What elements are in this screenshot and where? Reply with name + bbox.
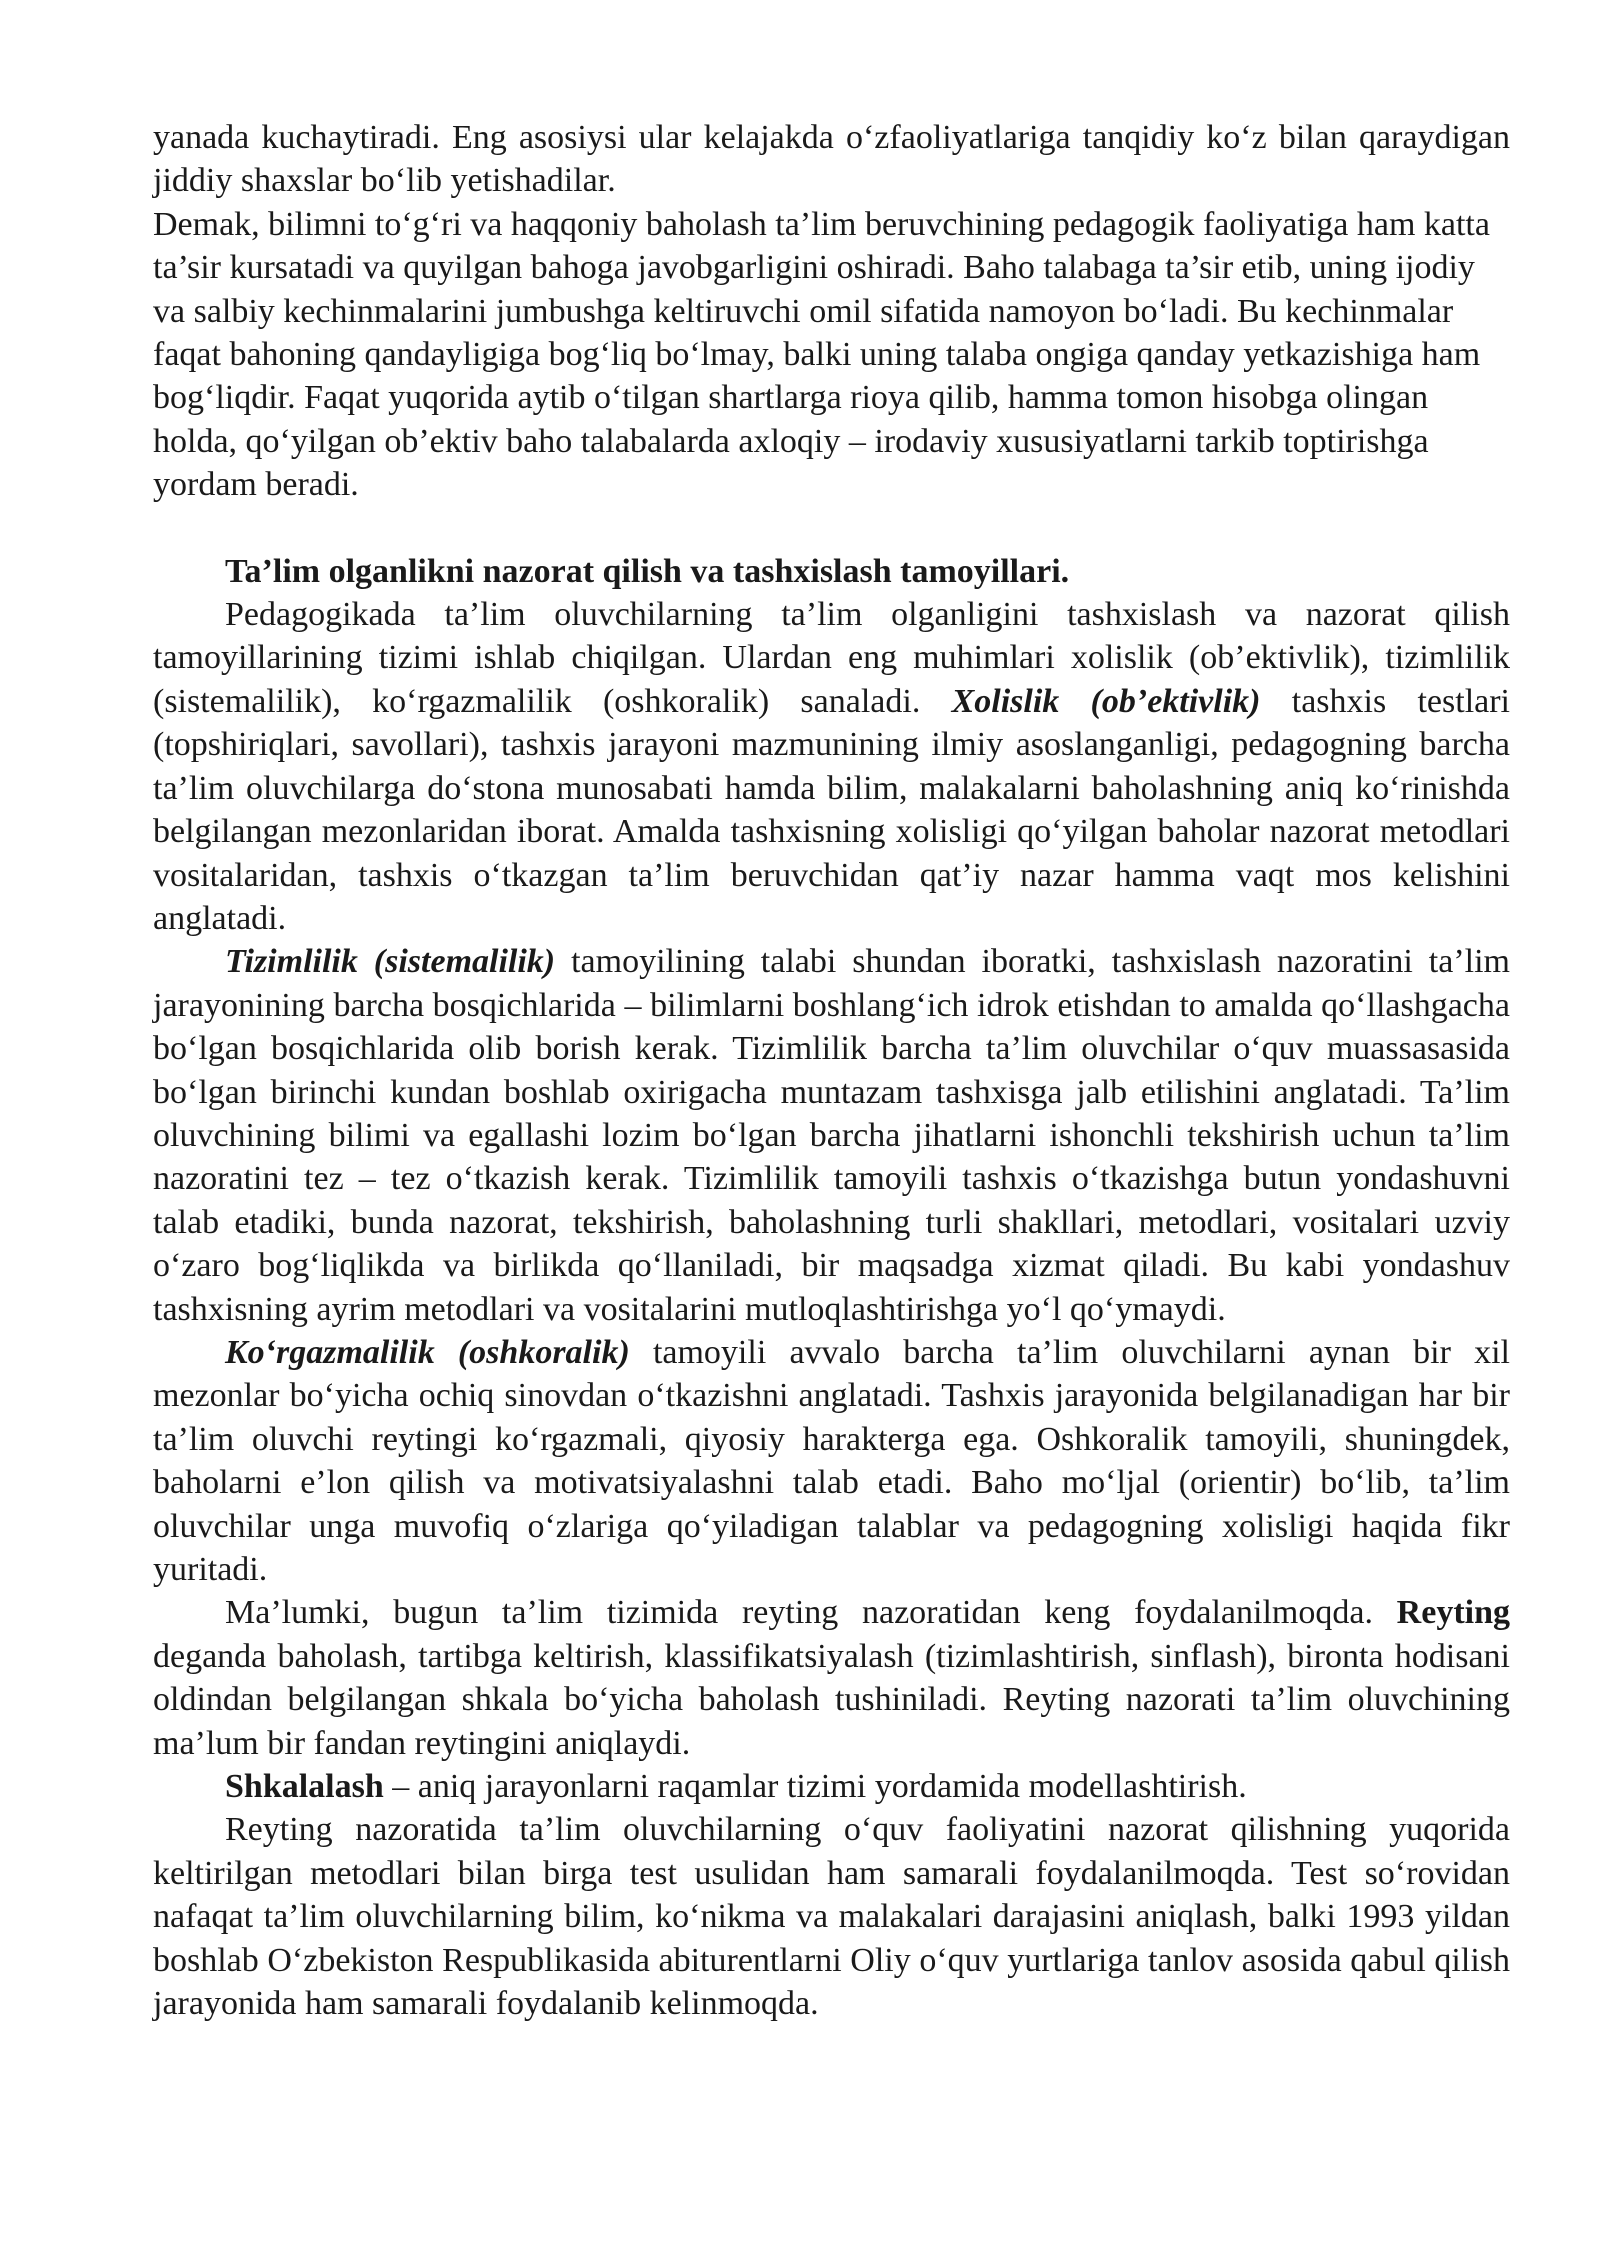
paragraph-grading-influence: Demak, bilimni to‘g‘ri va haqqoniy baholash ta’lim beruvchining pedagogik faoliyatiga ham katta ta’sir kursatadi va quyilgan bahoga javobgarligini oshiradi. Baho talabaga ta’sir etib, uning ijodiy va salbiy kechinmalarini jumbushga keltiruvchi omil sifatida namoyon bo‘ladi. Bu kechinmalar faqat bahoning qandayligiga bog‘liq bo‘lmay, balki uning talaba ongiga qanday yetkazishiga ham bog‘liqdir. Faqat yuqorida aytib o‘tilgan shartlarga rioya qilib, hamma tomon hisobga olingan holda, qo‘yilgan ob’ektiv baho talabalarda axloqiy – irodaviy xususiyatlarni tarkib toptirishga yordam beradi.	[153, 205, 1490, 504]
paragraph-text: Pedagogikada ta’lim oluvchilarning ta’lim olganligini tashxislash va nazorat qilish tamoyillarining tizimi ishlab chiqilgan. Ulardan eng muhimlari xolislik (ob’ektivlik), tizimlilik (sistemalilik), ko‘rgazmalilik (oshkoralik) sanaladi.	[153, 596, 1510, 720]
paragraph-rating	[153, 1591, 1510, 1765]
paragraph-scaling	[153, 1765, 1510, 1808]
term-scaling: Shkalalash	[225, 1768, 384, 1806]
term-objectivity: Xolislik (ob’ektivlik)	[951, 682, 1261, 720]
paragraph-text: tamoyilining talabi shundan iboratki, tashxislash nazoratini ta’lim jarayonining barcha bosqichlarida – bilimlarni boshlang‘ich idrok etishdan to amalda qo‘llashgacha bo‘lgan bosqichlarida olib borish kerak. Tizimlilik barcha ta’lim oluvchilar o‘quv muassasasida bo‘lgan birinchi kundan boshlab oxirigacha muntazam tashxisga jalb etilishini anglatadi. Ta’lim oluvchining bilimi va egallashi lozim bo‘lgan barcha jihatlarni ishonchli tekshirish uchun ta’lim nazoratini tez – tez o‘tkazish kerak. Tizimlilik tamoyili tashxis o‘tkazishga butun yondashuvni talab etadiki, bunda nazorat, tekshirish, baholashning turli shakllari, metodlari, vositalari uzviy o‘zaro bog‘liqlikda va birlikda qo‘llaniladi, bir maqsadga xizmat qiladi. Bu kabi yondashuv tashxisning ayrim metodlari va vositalarini mutloqlashtirishga yo‘l qo‘ymaydi.	[153, 943, 1510, 1328]
paragraph-text: – aniq jarayonlarni raqamlar tizimi yordamida modellashtirish.	[383, 1768, 1247, 1806]
paragraph-text: tamoyili avvalo barcha ta’lim oluvchilarni aynan bir xil mezonlar bo‘yicha ochiq sinovdan o‘tkazishni anglatadi. Tashxis jarayonida belgilanadigan har bir ta’lim oluvchi reytingi ko‘rgazmali, qiyosiy harakterga ega. Oshkoralik tamoyili, shuningdek, baholarni e’lon qilish va motivatsiyalashni talab etadi. Baho mo‘ljal (orientir) bo‘lib, ta’lim oluvchilar unga muvofiq o‘zlariga qo‘yiladigan talablar va pedagogning xolisligi haqida fikr yuritadi.	[153, 1333, 1511, 1588]
paragraph-text: tashxis testlari (topshiriqlari, savollari), tashxis jarayoni mazmunining ilmiy asoslanganligi, pedagogning barcha ta’lim oluvchilarga do‘stona munosabati hamda bilim, malakalarni baholashning aniq ko‘rinishda belgilangan mezonlaridan iborat. Amalda tashxisning xolisligi qo‘yilgan baholar nazorat metodlari vositalaridan, tashxis o‘tkazgan ta’lim beruvchidan qat’iy nazar hamma vaqt mos kelishini anglatadi.	[153, 682, 1510, 937]
paragraph-testing: Reyting nazoratida ta’lim oluvchilarning o‘quv faoliyatini nazorat qilishning yuqorida keltirilgan metodlari bilan birga test usulidan ham samarali foydalanilmoqda. Test so‘rovidan nafaqat ta’lim oluvchilarning bilim, ko‘nikma va malakalari darajasini aniqlash, balki 1993 yildan boshlab O‘zbekiston Respublikasida abiturentlarni Oliy o‘quv yurtlariga tanlov asosida qabul qilish jarayonida ham samarali foydalanib kelinmoqda.	[153, 1811, 1510, 2023]
paragraph-text: deganda baholash, tartibga keltirish, klassifikatsiyalash (tizimlashtirish, sinflash), bironta hodisani oldindan belgilangan shkala bo‘yicha baholash tushiniladi. Reyting nazorati ta’lim oluvchining ma’lum bir fandan reytingini aniqlaydi.	[153, 1637, 1510, 1762]
term-transparency: Ko‘rgazmalilik (oshkoralik)	[225, 1333, 630, 1371]
paragraph-continuation: yanada kuchaytiradi. Eng asosiysi ular kelajakda o‘zfaoliyatlariga tanqidiy ko‘z bilan qaraydigan jiddiy shaxslar bo‘lib yetishadilar.	[153, 119, 1510, 200]
section-heading: Ta’lim olganlikni nazorat qilish va tashxislash tamoyillari.	[225, 552, 1070, 590]
term-rating: Reyting	[1396, 1594, 1510, 1632]
term-systematicity: Tizimlilik (sistemalilik)	[225, 943, 556, 981]
paragraph-text: Ma’lumki, bugun ta’lim tizimida reyting nazoratidan keng foydalanilmoqda.	[225, 1594, 1397, 1632]
paragraph-transparency	[153, 1331, 1510, 1591]
document-page	[153, 116, 1510, 2025]
paragraph-systematicity	[153, 940, 1510, 1331]
paragraph-principles-intro	[153, 593, 1510, 940]
